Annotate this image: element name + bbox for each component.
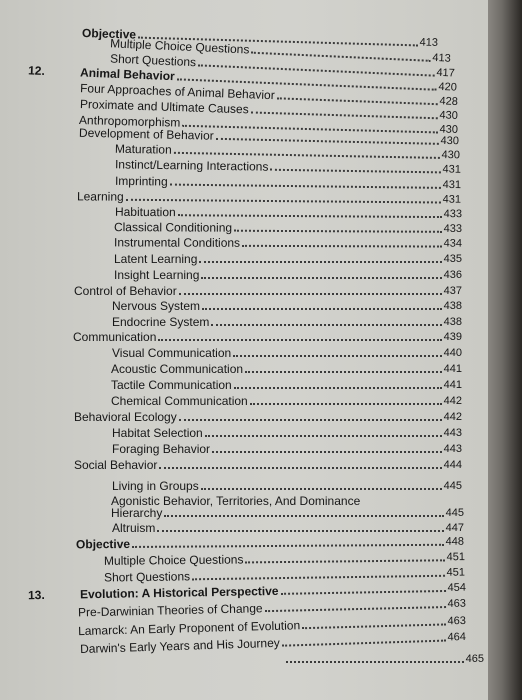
toc-entry-label: Multiple Choice Questions (109, 36, 250, 57)
dot-leader (245, 370, 442, 373)
toc-entry-page: 451 (446, 566, 466, 579)
toc-entry (74, 408, 462, 424)
toc-entry (111, 392, 462, 408)
dot-leader (158, 338, 441, 341)
toc-entry-page: 413 (419, 36, 439, 49)
dot-leader (282, 639, 446, 647)
dot-leader (211, 323, 441, 326)
toc-entry-label: Latent Learning (114, 252, 198, 266)
toc-entry-label: Tactile Communication (111, 378, 232, 392)
toc-entry-label: Lamarck: An Early Proponent of Evolution (77, 618, 301, 639)
toc-entry-label: Nervous System (112, 299, 201, 313)
toc-entry-page: 442 (443, 411, 462, 423)
toc-entry-page: 440 (443, 347, 462, 359)
toc-entry-page: 435 (443, 253, 462, 265)
toc-entry-label: Endocrine System (112, 315, 210, 329)
toc-entry-label: Anthropomorphism (78, 113, 181, 130)
toc-entry (112, 424, 462, 440)
toc-entry (111, 360, 462, 376)
toc-entry (112, 440, 462, 456)
toc-entry-page: 444 (443, 459, 462, 471)
toc-entry-page: 463 (447, 614, 467, 628)
toc-entry-page: 431 (442, 163, 462, 176)
toc-entry-page: 433 (443, 208, 463, 221)
toc-entry-label: Proximate and Ultimate Causes (79, 97, 249, 117)
dot-leader (178, 213, 442, 218)
dot-leader (302, 622, 446, 629)
toc-entry (112, 344, 462, 360)
dot-leader (164, 514, 443, 517)
toc-entry-label: Hierarchy (111, 506, 163, 520)
toc-entry-label: Social Behavior (74, 458, 158, 472)
toc-entry-page: 430 (440, 134, 460, 148)
toc-entry-page: 428 (439, 95, 459, 108)
dot-leader (201, 276, 441, 279)
toc-entry-label: Agonistic Behavior, Territories, And Dominance (111, 494, 361, 508)
toc-entry-page: 443 (443, 443, 462, 455)
toc-entry-label: Short Questions (103, 569, 191, 585)
toc-entry-label: Acoustic Communication (111, 362, 244, 376)
toc-entry-page: 451 (446, 551, 466, 564)
toc-entry-label: Habituation (114, 204, 176, 220)
toc-entry-page: 420 (438, 80, 458, 94)
toc-entry-page: 431 (442, 178, 462, 192)
toc-entry-page: 438 (443, 300, 462, 312)
toc-entry-page: 413 (432, 51, 452, 65)
dot-leader (201, 487, 442, 490)
toc-entry-page: 465 (465, 653, 484, 665)
chapter-number: 12. (27, 63, 46, 79)
toc-entry-page: 430 (441, 148, 461, 162)
toc-entry-page: 433 (443, 222, 463, 235)
dot-leader (212, 450, 442, 453)
toc-entry-label: Insight Learning (114, 268, 200, 282)
toc-entry-page: 436 (443, 269, 462, 281)
toc-entry-label: Learning (76, 189, 124, 204)
toc-entry-label: Multiple Choice Questions (103, 552, 244, 568)
toc-entry-page: 441 (443, 379, 462, 391)
toc-entry (114, 233, 462, 250)
dot-leader (281, 589, 446, 595)
toc-entry-page: 447 (445, 522, 464, 534)
toc-entry-page: 430 (439, 109, 459, 122)
dot-leader (234, 229, 442, 233)
toc-entry-page: 430 (439, 123, 459, 136)
toc-entry (112, 297, 462, 313)
toc-entry-page: 438 (443, 316, 462, 328)
dot-leader (286, 660, 464, 663)
toc-entry-page: 463 (447, 597, 467, 611)
dot-leader (270, 168, 440, 174)
chapter-number: 13. (27, 587, 45, 603)
toc-entry-label: Communication (73, 330, 157, 344)
toc-entry-label: Habitat Selection (112, 426, 203, 440)
toc-entry-label: Visual Communication (112, 346, 232, 360)
toc-entry-label: Control of Behavior (74, 284, 177, 298)
dot-leader (179, 292, 442, 295)
toc-entry-label: Animal Behavior (79, 65, 176, 84)
toc-entry-label: Development of Behavior (78, 125, 214, 143)
toc-entry-label: Four Approaches of Animal Behavior (79, 81, 275, 103)
toc-entry-page: 445 (443, 480, 462, 492)
toc-entry-label: Altruism (112, 521, 156, 535)
toc-entry-label: Objective (75, 536, 131, 552)
toc-entry (73, 328, 462, 344)
dot-leader (233, 354, 441, 357)
dot-leader (242, 244, 442, 248)
toc-entry (112, 313, 462, 329)
toc-entry-page: 434 (443, 237, 463, 250)
toc-entry-continuation (284, 650, 484, 666)
toc-entry-page: 448 (445, 535, 465, 548)
toc-entry-page: 464 (447, 630, 467, 644)
dot-leader (199, 260, 441, 263)
dot-leader (179, 418, 442, 421)
toc-entry-page: 417 (436, 66, 456, 80)
dot-leader (205, 434, 442, 437)
toc-entry-label: Maturation (114, 141, 172, 157)
dot-leader (157, 529, 443, 532)
toc-entry-label: Darwin's Early Years and His Journey (79, 635, 280, 657)
toc-entry-page: 437 (443, 285, 462, 297)
toc-entry-label: Instinct/Learning Interactions (114, 157, 269, 174)
toc-entry-label: Classical Conditioning (113, 220, 233, 235)
adjacent-page-edge (488, 0, 522, 700)
toc-entry (111, 504, 464, 520)
toc-entry (114, 250, 462, 266)
dot-leader (202, 307, 442, 310)
toc-entry-page: 445 (445, 507, 464, 519)
toc-entry (112, 477, 462, 493)
toc-entry-label: Evolution: A Historical Perspective (79, 583, 279, 602)
toc-entry-page: 431 (442, 193, 462, 206)
toc-entry-label: Behavioral Ecology (74, 410, 177, 424)
toc-entry-label: Instrumental Conditions (113, 235, 241, 250)
toc-entry-label: Chemical Communication (111, 394, 248, 408)
toc-entry (114, 266, 462, 282)
dot-leader (265, 605, 446, 612)
toc-entry-page: 443 (443, 427, 462, 439)
dot-leader (132, 543, 444, 548)
toc-entry (74, 282, 462, 298)
toc-entry-label: Imprinting (114, 173, 168, 189)
toc-entry-label: Foraging Behavior (112, 442, 211, 456)
toc-entry-label: Pre-Darwinian Theories of Change (77, 601, 263, 620)
toc-entry-page: 454 (447, 581, 467, 594)
toc-entry-label: Living in Groups (112, 479, 199, 493)
toc-entry (74, 456, 462, 472)
toc-entry-page: 439 (443, 331, 462, 343)
dot-leader (245, 558, 444, 563)
toc-entry-label: Objective (81, 26, 137, 42)
toc-entry-label: Short Questions (109, 51, 197, 70)
toc-entry (111, 376, 462, 392)
toc-entry-page: 442 (443, 395, 462, 407)
dot-leader (250, 402, 442, 405)
dot-leader (159, 466, 441, 469)
toc-entry-page: 441 (443, 363, 462, 375)
dot-leader (234, 386, 442, 389)
